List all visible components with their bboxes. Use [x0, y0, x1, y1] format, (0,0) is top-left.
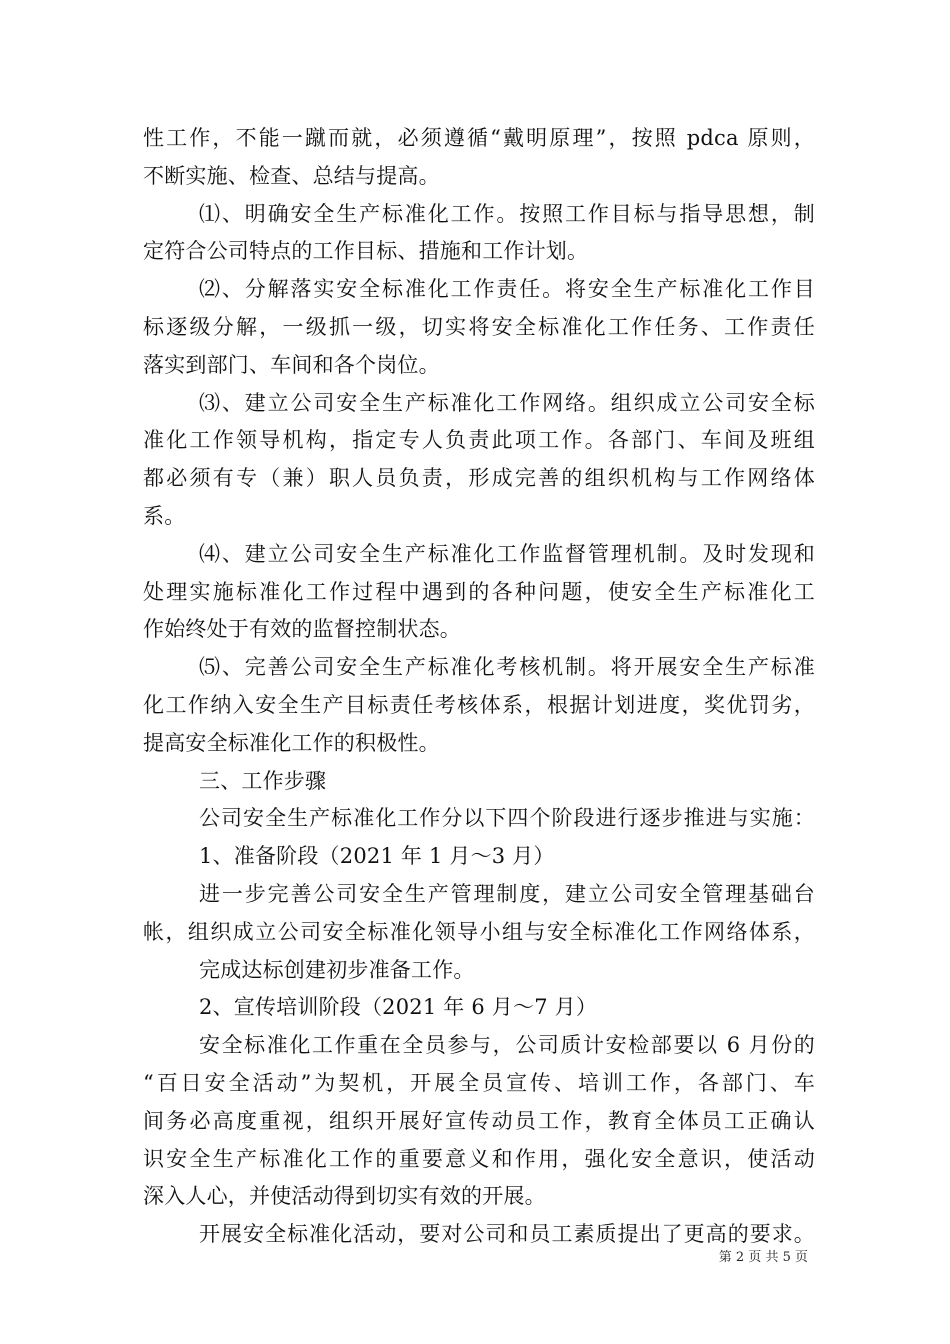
text-line: 三、工作步骤: [199, 768, 327, 793]
text-line: 间务必高度重视，组织开展好宣传动员工作，教育全体员工正确认: [143, 1108, 815, 1133]
text-line: 完成达标创建初步准备工作。: [199, 957, 475, 982]
text-line: 化工作纳入安全生产目标责任考核体系，根据计划进度，奖优罚劣，: [143, 692, 815, 717]
text-line: 2、宣传培训阶段（2021 年 6 月～7 月）: [199, 995, 598, 1020]
text-line: 深入人心，并使活动得到切实有效的开展。: [143, 1184, 546, 1209]
text-line: ⑶、建立公司安全生产标准化工作网络。组织成立公司安全标: [199, 390, 815, 415]
text-line: 安全标准化工作重在全员参与，公司质计安检部要以 6 月份的: [199, 1033, 815, 1058]
text-line: “百日安全活动”为契机，开展全员宣传、培训工作，各部门、车: [143, 1070, 815, 1095]
text-line: 提高安全标准化工作的积极性。: [143, 730, 440, 755]
text-line: 1、准备阶段（2021 年 1 月～3 月）: [199, 844, 555, 869]
text-line: 不断实施、检查、总结与提高。: [143, 163, 440, 188]
text-line: 准化工作领导机构，指定专人负责此项工作。各部门、车间及班组: [143, 428, 815, 453]
text-line: ⑷、建立公司安全生产标准化工作监督管理机制。及时发现和: [199, 541, 815, 566]
text-line: 进一步完善公司安全生产管理制度，建立公司安全管理基础台: [199, 881, 815, 906]
text-line: 处理实施标准化工作过程中遇到的各种问题，使安全生产标准化工: [143, 579, 815, 604]
text-line: 识安全生产标准化工作的重要意义和作用，强化安全意识，使活动: [143, 1146, 815, 1171]
document-body: [143, 120, 815, 1254]
text-line: ⑸、完善公司安全生产标准化考核机制。将开展安全生产标准: [199, 655, 815, 680]
text-line: 定符合公司特点的工作目标、措施和工作计划。: [143, 239, 589, 264]
text-line: 标逐级分解，一级抓一级，切实将安全标准化工作任务、工作责任: [143, 314, 815, 339]
text-line: 帐，组织成立公司安全标准化领导小组与安全标准化工作网络体系，: [143, 919, 815, 944]
text-line: 开展安全标准化活动，要对公司和员工素质提出了更高的要求。: [199, 1222, 815, 1247]
text-line: 都必须有专（兼）职人员负责，形成完善的组织机构与工作网络体: [143, 466, 815, 491]
text-line: 公司安全生产标准化工作分以下四个阶段进行逐步推进与实施：: [199, 806, 815, 831]
text-line: ⑵、分解落实安全标准化工作责任。将安全生产标准化工作目: [199, 277, 815, 302]
text-line: 系。: [143, 503, 186, 528]
text-line: 性工作，不能一蹴而就，必须遵循“戴明原理”，按照 pdca 原则，: [143, 126, 815, 150]
page-number: 第 2 页 共 5 页: [718, 1250, 808, 1265]
text-line: ⑴、明确安全生产标准化工作。按照工作目标与指导思想，制: [199, 201, 815, 226]
text-line: 落实到部门、车间和各个岗位。: [143, 352, 440, 377]
text-line: 作始终处于有效的监督控制状态。: [143, 617, 461, 642]
